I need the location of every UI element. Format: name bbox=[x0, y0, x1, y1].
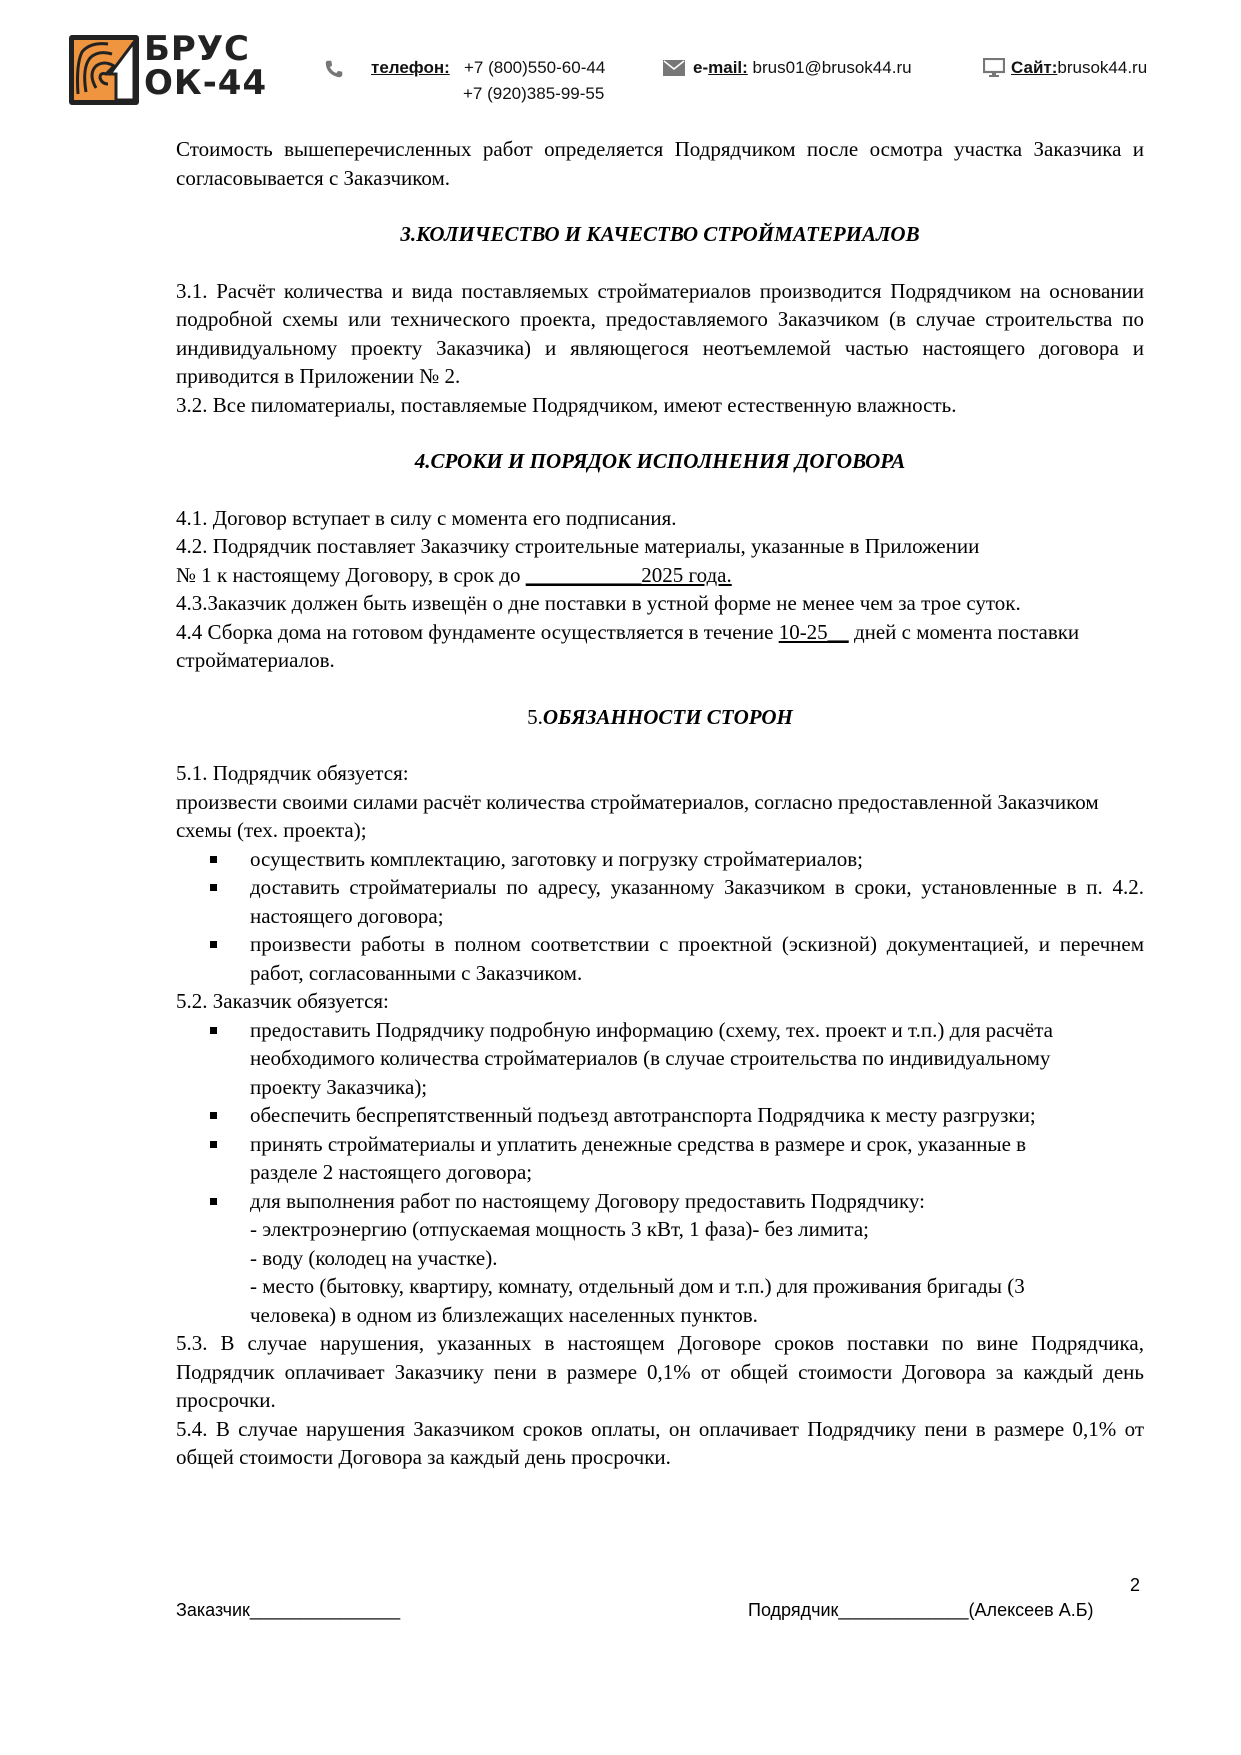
clause-5-2-heading: 5.2. Заказчик обязуется: bbox=[176, 989, 389, 1013]
logo-wordmark bbox=[144, 29, 268, 103]
sub-item: - электроэнергию (отпускаемая мощность 3 кВт, 1 фаза)- без лимита; bbox=[250, 1217, 870, 1241]
clause-5-4: 5.4. В случае нарушения Заказчиком сроков оплаты, он оплачивает Подрядчику пени в размере 0,1% от общей стоимости Договора за каждый день просрочки. bbox=[176, 1416, 1144, 1469]
company-logo bbox=[68, 29, 278, 106]
list-item: обеспечить беспрепятственный подъезд автотранспорта Подрядчика к месту разгрузки; bbox=[250, 1101, 1070, 1130]
clause-4-2 bbox=[176, 532, 1144, 589]
logo-line1: БРУС bbox=[144, 29, 250, 69]
list-item bbox=[250, 1187, 1070, 1330]
clause-3-2: 3.2. Все пиломатериалы, поставляемые Подрядчиком, имеют естественную влажность. bbox=[176, 392, 957, 417]
list-item: принять стройматериалы и уплатить денежные средства в размере и срок, указанные в разделе 2 настоящего договора; bbox=[250, 1130, 1070, 1187]
email-prefix: e- bbox=[693, 58, 709, 77]
clause-4-2-line1: 4.2. Подрядчик поставляет Заказчику строительные материалы, указанные в Приложении bbox=[176, 534, 980, 558]
section-5-title: ОБЯЗАННОСТИ СТОРОН bbox=[542, 704, 793, 729]
clause-5-1-intro: произвести своими силами расчёт количества стройматериалов, согласно предоставленной Заказчиком схемы (тех. проекта); bbox=[176, 789, 1099, 842]
phone-icon bbox=[323, 58, 345, 80]
phone-number-2[interactable]: +7 (920)385-99-55 bbox=[463, 84, 605, 103]
clause-3-1: 3.1. Расчёт количества и вида поставляемых стройматериалов производится Подрядчиком на основании подробной схемы или технического проекта, предоставляемого Заказчиком (в случае строительства по индивидуальному проекту Заказчика) и являющегося неотъемлемой частью настоящего договора и приводится в Приложении № 2. bbox=[176, 278, 1144, 388]
section-5-heading bbox=[176, 703, 1144, 732]
assembly-days-field: 10-25__ bbox=[778, 619, 849, 644]
logo-line2: ОК-44 bbox=[144, 63, 268, 103]
clause-5-1-heading: 5.1. Подрядчик обязуется: bbox=[176, 761, 409, 785]
list-item: предоставить Подрядчику подробную информацию (схему, тех. проект и т.п.) для расчёта необходимого количества стройматериалов (в случае строительства по индивидуальному проекту Заказчика); bbox=[250, 1016, 1070, 1102]
email-label: mail: bbox=[708, 58, 748, 77]
section-3-heading: 3.КОЛИЧЕСТВО И КАЧЕСТВО СТРОЙМАТЕРИАЛОВ bbox=[400, 222, 920, 246]
customer-signature-line: Заказчик_______________ bbox=[176, 1600, 401, 1620]
monitor-icon bbox=[983, 58, 1005, 78]
site-label: Сайт: bbox=[1011, 58, 1058, 77]
list-item-text: для выполнения работ по настоящему Договору предоставить Подрядчику: bbox=[250, 1188, 925, 1213]
clause-4-2-line2: № 1 к настоящему Договору, в срок до bbox=[176, 562, 526, 587]
delivery-date-field: ___________2025 года. bbox=[525, 562, 732, 587]
customer-obligations-list bbox=[176, 1016, 1070, 1330]
clause-4-4-text-end: дней с момента поставки стройматериалов. bbox=[176, 619, 1080, 672]
list-item: доставить стройматериалы по адресу, указанному Заказчиком в сроки, установленные в п. 4.2. настоящего договора; bbox=[250, 873, 1144, 930]
clause-4-3: 4.3.Заказчик должен быть извещён о дне поставки в устной форме не менее чем за трое суток. bbox=[176, 591, 1021, 615]
site-link[interactable]: brusok44.ru bbox=[1057, 58, 1148, 77]
clause-5-3: 5.3. В случае нарушения, указанных в настоящем Договоре сроков поставки по вине Подрядчика, Подрядчик оплачивает Заказчику пени в размере 0,1% от общей стоимости Договора за каждый день просрочки. bbox=[176, 1331, 1144, 1412]
list-item: произвести работы в полном соответствии с проектной (эскизной) документацией, и перечнем работ, согласованными с Заказчиком. bbox=[250, 930, 1144, 987]
contractor-signature-line: Подрядчик_____________(Алексеев А.Б) bbox=[748, 1600, 1094, 1620]
intro-paragraph: Стоимость вышеперечисленных работ определяется Подрядчиком после осмотра участка Заказчика и согласовывается с Заказчиком. bbox=[176, 137, 1144, 190]
clause-4-4 bbox=[176, 618, 1144, 675]
email-link[interactable]: brus01@brusok44.ru bbox=[752, 58, 912, 77]
sub-item: - воду (колодец на участке). bbox=[250, 1245, 498, 1270]
list-item: осуществить комплектацию, заготовку и погрузку стройматериалов; bbox=[250, 845, 1144, 874]
phone-number-1[interactable]: +7 (800)550-60-44 bbox=[463, 58, 606, 77]
contractor-obligations-list bbox=[176, 845, 1144, 988]
logo-icon bbox=[68, 34, 140, 106]
sub-item: - место (бытовку, квартиру, комнату, отдельный дом и т.п.) для проживания бригады (3 человека) в одном из близлежащих населенных пунктов. bbox=[250, 1274, 1025, 1327]
page-number: 2 bbox=[1130, 1575, 1141, 1595]
section-4-heading: 4.СРОКИ И ПОРЯДОК ИСПОЛНЕНИЯ ДОГОВОРА bbox=[414, 449, 906, 473]
phone-label: телефон: bbox=[371, 58, 450, 77]
clause-4-1: 4.1. Договор вступает в силу с момента его подписания. bbox=[176, 505, 677, 530]
clause-4-4-text: 4.4 Сборка дома на готовом фундаменте осуществляется в течение bbox=[176, 619, 779, 644]
contract-body bbox=[176, 135, 1144, 1472]
section-5-number: 5. bbox=[527, 704, 543, 729]
letterhead bbox=[68, 29, 1188, 112]
envelope-icon bbox=[663, 60, 685, 76]
